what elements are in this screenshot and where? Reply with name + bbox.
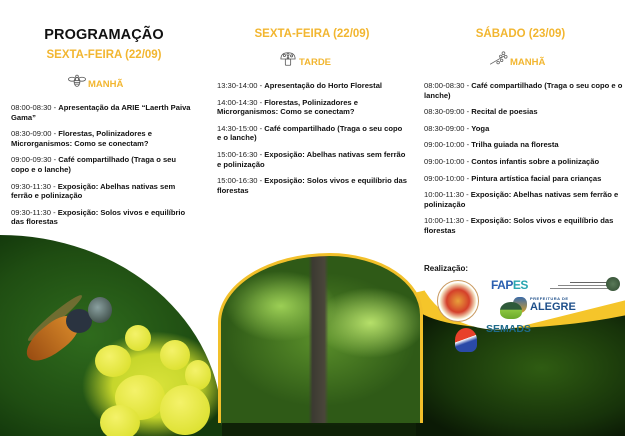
schedule-item: 14:30-15:00 - Café compartilhado (Traga o seu copo e o lanche) xyxy=(217,123,403,143)
period-morning xyxy=(490,51,545,67)
semads-icon xyxy=(500,302,522,319)
fapes-logo: FAP ES xyxy=(491,278,528,292)
time: 09:00-10:00 xyxy=(424,140,465,150)
bee-photo xyxy=(0,235,222,436)
schedule-item: 08:00-08:30 - Apresentação da ARIE “Laerth Paiva Gama” xyxy=(11,103,191,122)
state-seal-icon xyxy=(606,277,620,291)
time: 15:00-16:30 xyxy=(217,149,258,159)
semads-logo: SEMADS xyxy=(486,323,531,335)
schedule-item: 09:30-11:30 - Exposição: Solos vivos e equilíbrio das florestas xyxy=(11,207,186,227)
activity: Exposição: Solos vivos e equilíbrio das florestas xyxy=(11,207,186,227)
activity: Exposição: Solos vivos e equilíbrio das florestas xyxy=(424,216,614,235)
day-title-friday: SEXTA-FEIRA (22/09) xyxy=(46,49,162,61)
day-title-saturday: SÁBADO (23/09) xyxy=(475,28,566,40)
period-label: MANHÃ xyxy=(510,56,546,68)
period-afternoon xyxy=(279,51,331,67)
government-es-logo xyxy=(538,276,610,294)
schedule-item: 14:00-14:30 - Florestas, Polinizadores e Microrganismos: Como se conectam? xyxy=(217,97,358,117)
branch-icon xyxy=(490,51,508,67)
schedule-item: 15:00-16:30 - Exposição: Solos vivos e equilíbrio das florestas xyxy=(217,176,407,195)
schedule-list xyxy=(217,81,407,202)
schedule-item: 09:00-10:00 - Trilha guiada na floresta xyxy=(424,140,559,150)
activity: Yoga xyxy=(471,123,490,133)
activity: Trilha guiada na floresta xyxy=(471,140,559,150)
activity: Florestas, Polinizadores e Microrganismos: Como se conectam? xyxy=(217,97,358,117)
time: 10:00-11:30 xyxy=(424,216,464,226)
flame-icon xyxy=(455,328,477,352)
schedule-item: 10:00-11:30 - Exposição: Solos vivos e equilíbrio das florestas xyxy=(424,216,614,235)
schedule-list xyxy=(11,103,196,234)
day-title-friday-afternoon: SEXTA-FEIRA (22/09) xyxy=(254,28,370,40)
period-morning xyxy=(68,73,123,89)
time: 08:30-09:00 xyxy=(424,123,465,133)
activity: Café compartilhado (Traga o seu copo e o lanche) xyxy=(11,155,177,174)
schedule-item: 09:00-10:00 - Pintura artística facial para crianças xyxy=(424,173,602,183)
schedule-item: 08:30-09:00 - Yoga xyxy=(424,123,490,133)
prefeitura-alegre-logo: PREFEITURA DE ALEGRE xyxy=(530,296,576,313)
schedule-item: 09:00-09:30 - Café compartilhado (Traga o seu copo e o lanche) xyxy=(11,155,177,174)
ifes-logo xyxy=(453,322,479,358)
activity: Exposição: Abelhas nativas sem ferrão e polinização xyxy=(217,149,406,169)
activity: Apresentação da ARIE “Laerth Paiva Gama” xyxy=(11,103,191,122)
time: 08:30-09:00 xyxy=(11,129,52,139)
schedule-item: 10:00-11:30 - Exposição: Abelhas nativas sem ferrão e polinização xyxy=(424,190,619,209)
schedule-item: 09:30-11:30 - Exposição: Abelhas nativas sem ferrão e polinização xyxy=(11,181,176,201)
period-label: TARDE xyxy=(299,56,332,68)
time: 09:00-09:30 xyxy=(11,155,52,165)
time: 09:00-10:00 xyxy=(424,156,465,166)
schedule-item: 09:00-10:00 - Contos infantis sobre a polinização xyxy=(424,156,600,166)
schedule-list xyxy=(424,81,624,243)
activity: Exposição: Abelhas nativas sem ferrão e polinização xyxy=(424,190,619,209)
activity: Café compartilhado (Traga o seu copo e o lanche) xyxy=(217,123,403,143)
time: 10:00-11:30 xyxy=(424,190,464,200)
bee-icon xyxy=(68,73,86,89)
schedule-item: 13:30-14:00 - Apresentação do Horto Florestal xyxy=(217,81,383,90)
schedule-item: 08:00-08:30 - Café compartilhado (Traga o seu copo e o lanche) xyxy=(424,81,623,100)
realizacao-label: Realização: xyxy=(424,264,469,273)
schedule-item: 08:30-09:00 - Recital de poesias xyxy=(424,107,538,117)
activity: Contos infantis sobre a polinização xyxy=(471,156,600,166)
activity: Recital de poesias xyxy=(471,107,538,117)
time: 14:00-14:30 xyxy=(217,97,258,107)
page-title: PROGRAMAÇÃO xyxy=(44,27,164,43)
activity: Café compartilhado (Traga o seu copo e o lanche) xyxy=(424,81,623,100)
time: 09:30-11:30 xyxy=(11,181,51,191)
time: 08:00-08:30 xyxy=(424,81,465,90)
time: 13:30-14:00 xyxy=(217,81,258,90)
time: 15:00-16:30 xyxy=(217,176,258,186)
time: 08:00-08:30 xyxy=(11,103,52,112)
activity: Apresentação do Horto Florestal xyxy=(264,81,383,90)
time: 14:30-15:00 xyxy=(217,123,258,133)
activity: Exposição: Abelhas nativas sem ferrão e polinização xyxy=(11,181,176,201)
schedule-item: 15:00-16:30 - Exposição: Abelhas nativas sem ferrão e polinização xyxy=(217,149,406,169)
time: 08:30-09:00 xyxy=(424,107,465,117)
forest-trees-photo xyxy=(218,253,423,423)
activity: Florestas, Polinizadores e Microrganismos: Como se conectam? xyxy=(11,129,152,148)
ufes-logo xyxy=(437,280,479,322)
schedule-item: 08:30-09:00 - Florestas, Polinizadores e Microrganismos: Como se conectam? xyxy=(11,129,152,148)
activity: Exposição: Solos vivos e equilíbrio das florestas xyxy=(217,176,407,195)
period-label: MANHÃ xyxy=(88,78,124,90)
mushroom-icon xyxy=(279,51,297,67)
time: 09:00-10:00 xyxy=(424,173,465,183)
time: 09:30-11:30 xyxy=(11,207,51,217)
panel-right xyxy=(416,0,625,436)
activity: Pintura artística facial para crianças xyxy=(471,173,602,183)
